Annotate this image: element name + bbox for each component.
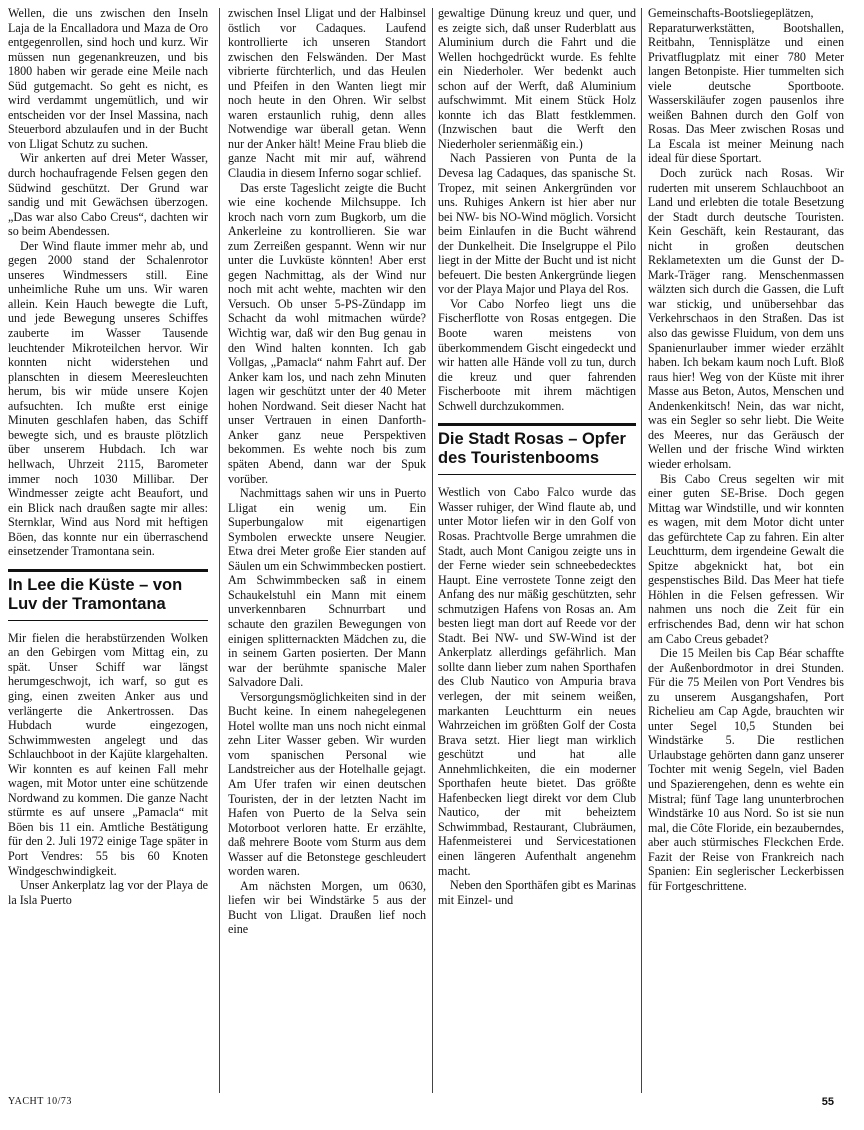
paragraph: Nach Passieren von Punta de la Devesa lag Cadaques, das spanische St. Tropez, mit seinen Ankergründen vor uns. Ruhiges Ankern ist hier aber nur bei NW- bis NO-Wind möglich. Vorsicht beim Einlaufen in die Bucht während der Dunkelheit. Die Inselgruppe el Pilo liegt in der Mitte der Bucht und ist nicht befeuert. Die besten Ankergründe liegen vor der Playa Major und Playa del Ros. — [438, 151, 636, 297]
paragraph: zwischen Insel Lligat und der Halbinsel östlich vor Cadaques. Laufend kontrollierte ich unseren Standort zwischen den Felswänden. Der Mast vibrierte fürchterlich, und das Heulen und Pfeifen in den Wanten liegt mir noch heute in den Ohren. Wir selbst waren erstaunlich ruhig, denn alles Notwendige war überall getan. Wenn nur der Anker hält! Meine Frau blieb die ganze Nacht mit mir auf, während Claudia in diesem Inferno sogar schlief. — [228, 6, 426, 181]
page-number: 55 — [821, 1096, 834, 1108]
paragraph: Das erste Tageslicht zeigte die Bucht wie eine kochende Milchsuppe. Ich kroch nach vorn zum Bugkorb, um die Ankerleine zu kontrollieren. Sie war zum Zerreißen gespannt. Wenn wir nur unter die Luvküste könnten! Aber erst gegen Nachmittag, als der Wind nur noch mit acht wehte, machten wir den Versuch. Ob unser 5-PS-Zündapp im Schacht da wohl mitmachen würde? Wichtig war, daß wir den Bug genau in den Wind halten konnten. Ich gab Vollgas, „Pamacla“ nahm Fahrt auf. Der Anker kam los, und nach zehn Minuten lagen wir geschützt unter der 40 Meter hohen Nordwand. Seit dieser Nacht hat unser Vertrauen in einen Danforth-Anker ganz neue Perspektiven bekommen. Es wehte noch bis zum späten Abend, dann war der Spuk vorüber. — [228, 180, 426, 486]
paragraph: Wellen, die uns zwischen den Inseln Laja de la Encalladora und Maza de Oro entgegenrollen, sind hoch und kurz. Wir müssen nun gegenankreuzen, und bis 1800 haben wir gerade eine Meile nach Süd gutgemacht. So geht es nicht, es wird verdammt ungemütlich, und wir entscheiden vor der Insel Massina, nach Steuerbord abzulaufen und in der Bucht von Lligat Schutz zu suchen. — [8, 6, 208, 151]
paragraph: Der Wind flaute immer mehr ab, und gegen 2000 stand der Schalenrotor unseres Windmessers still. Eine unheimliche Ruhe um uns. Wir waren allein. Kein Hauch bewegte die Luft, und jede Bewegung unseres Schiffes zauberte im Wasser Tausende leuchtender Mikroteilchen hervor. Wir konnten nicht widerstehen und planschten in diesem Meeresleuchten herum, bis wir müde unsere Kojen aufsuchten. Ich mußte erst einige Minuten geschlafen haben, das Schiff bewegte sich, und es brauste plötzlich über unserem Hubdach. Ich war hellwach, Uhrzeit 2115, Barometer immer noch 1030 Millibar. Der Windmesser zeigte acht Beaufort, und ein Blick nach draußen sagte mir alles: Sternklar, Wind aus Nord mit heftigen Böen, das konnte nur ein überraschend einsetzender Tramontana sein. — [8, 238, 208, 559]
paragraph: Am nächsten Morgen, um 0630, liefen wir bei Windstärke 5 aus der Bucht von Lligat. Draußen lief noch eine — [228, 878, 426, 937]
paragraph: Vor Cabo Norfeo liegt uns die Fischerflotte von Rosas entgegen. Die Boote waren meistens von überkommendem Gischt eingedeckt und wir hatten alle Hände voll zu tun, durch die kreuz und quer fahrenden Fischerboote mit ihrem mächtigen Schwell durchzukommen. — [438, 296, 636, 413]
magazine-issue: YACHT 10/73 — [8, 1096, 72, 1107]
column-divider — [641, 8, 642, 1093]
paragraph: Neben den Sporthäfen gibt es Marinas mit Einzel- und — [438, 878, 636, 907]
section-heading-box — [8, 569, 208, 621]
paragraph: Mir fielen die herabstürzenden Wolken an den Gebirgen vom Mittag ein, zu spät. Unser Schiff war längst herumgeschwojt, ich warf, so gut es ging, einen zweiten Anker aus und verlängerte die Ankertrossen. Das Hubdach wurde eingezogen, Schwimmwesten angelegt und das Schlauchboot in der Kajüte klargehalten. Wir konnten es auf keinen Fall mehr wagen, mit Motor unter eine schützende Nordwand zu kommen. Die ganze Nacht stürmte es auf unsere „Pamacla“ mit Böen bis 11 ein. Amtliche Bestätigung für den 2. Juli 1972 einige Tage später in Port Vendres: 55 bis 60 Knoten Windgeschwindigkeit. — [8, 630, 208, 878]
section-heading-box — [438, 423, 636, 475]
paragraph: Gemeinschafts-Bootsliegeplätzen, Reparaturwerkstätten, Bootshallen, Reitbahn, Tennisplätze und einen Privatflugplatz mit einer 780 Meter langen Betonpiste. Hier tummelten sich viele deutsche Sportboote. Wasserskiläufer zogen pausenlos ihre weißen Bahnen durch den Golf von Rosas. Das Meer zwischen Rosas und La Escala ist meiner Meinung nach ideal für diese Sportart. — [648, 6, 844, 166]
column-divider — [432, 8, 433, 1093]
section-heading: Die Stadt Rosas – Opfer des Touristenbooms — [438, 430, 626, 468]
paragraph: gewaltige Dünung kreuz und quer, und es zeigte sich, daß unser Ruderblatt aus Aluminium durch die Fahrt und die Wellen hochgedrückt wurde. Es fehlte ein Niederholer. Wer bedenkt auch schon auf der Werft, daß Aluminium aufschwimmt. Mit einem Stück Holz konnte ich das Blatt festklemmen. (Inzwischen baut die Werft den Niederholer serienmäßig ein.) — [438, 6, 636, 151]
column-2 — [228, 6, 426, 937]
paragraph: Die 15 Meilen bis Cap Béar schaffte der Außenbordmotor in drei Stunden. Für die 75 Meilen von Port Vendres bis zu unserem Ausgangshafen, Port Richelieu am Cap Agde, brauchten wir unter Segel 10,5 Stunden bei Windstärke 5. Die restlichen Urlaubstage gehörten dann ganz unserer Tochter mit wenig Segeln, viel Baden und Spazierengehen, denn es wehte ein Mistral; fünf Tage lang ununterbrochen Windstärke 10 aus Nord. So ist sie nun mal, die Côte Floride, ein bezauberndes, aber auch stürmisches Fleckchen Erde. Fazit der Reise von Frankreich nach Spanien: Ein seglerischer Leckerbissen für Fortgeschrittene. — [648, 646, 844, 893]
column-divider — [219, 8, 220, 1093]
section-heading: In Lee die Küste – von Luv der Tramontana — [8, 575, 183, 613]
paragraph: Unser Ankerplatz lag vor der Playa de la Isla Puerto — [8, 878, 208, 907]
paragraph: Wir ankerten auf drei Meter Wasser, durch hochaufragende Felsen gegen den Südwind geschützt. Der Grund war sandig und mit Gewächsen überzogen. „Das war also Cabo Creus“, dachten wir so beim Abendessen. — [8, 151, 208, 239]
paragraph: Doch zurück nach Rosas. Wir ruderten mit unserem Schlauchboot an Land und erlebten die totale Besetzung der Stadt durch deutsche Touristen. Kein Geschäft, kein Restaurant, das nicht in großen deutschen Reklametexten um die Gunst der D-Mark-Träger rang. Menschenmassen wälzten sich durch die Gassen, die Luft war stickig, und unübersehbar das Verkehrschaos in den Straßen. Das ist also das gewisse Fluidum, von dem uns Spanienurlauber immer wieder erzählt haben. Ich bekam kaum noch Luft. Bloß raus hier! Weg von der Küste mit ihrer Masse aus Beton, Autos, Menschen und Andenkenkitsch! Nein, das war nicht, was ein Segler so sehr liebt. Die Weite des Meeres, nur das Geräusch der Wellen und der frische Wind wirkten wieder erholsam. — [648, 166, 844, 471]
column-3 — [438, 6, 636, 907]
column-4 — [648, 6, 844, 893]
paragraph: Westlich von Cabo Falco wurde das Wasser ruhiger, der Wind flaute ab, und unter Motor liefen wir in den Golf von Rosas. Prachtvolle Berge umrahmen die Stadt, auch Mont Canigou zeigte uns in der Ferne wieder sein schneebedecktes Haupt. Eine verrostete Tonne zeigt den Anfang des nur mäßig geschützten, sehr schmutzigen Hafens von Rosas an. Am besten liegt man dort auf Reede vor der Stadt. Bei NW- und SW-Wind ist der Ankerplatz allerdings gefährlich. Man sollte dann lieber zum nahen Sporthafen des Club Nautico von Ampuria brava verlegen, der mit seinem weißen, markanten Leuchtturm ein neues Wahrzeichen im größten Golf der Costa Brava setzt. Hier liegt man wirklich geschützt und hat alle Annehmlichkeiten, die ein moderner Sporthafen heute bietet. Das größte Hafenbecken liegt direkt vor dem Club Nautico, der mit beheiztem Schwimmbad, Restaurant, Clubräumen, Hafenmeisterei und Servicestationen einen längeren Aufenthalt angenehm macht. — [438, 485, 636, 878]
paragraph: Bis Cabo Creus segelten wir mit einer guten SE-Brise. Doch gegen Mittag war Windstille, und wir konnten es wagen, mit dem Motor dicht unter das gefürchtete Cap zu fahren. Ein alter Leuchtturm, dem irgendeine Gewalt die Spitze abgeknickt hat, bot ein gespenstisches Bild. Das Meer hat tiefe Höhlen in die Felsen gefressen. Wir nahmen uns noch die Zeit für ein erfrischendes Bad, denn wir hat schon am Cabo Creus gebadet? — [648, 471, 844, 646]
paragraph: Nachmittags sahen wir uns in Puerto Lligat ein wenig um. Ein Superbungalow mit eigenartigen Symbolen erweckte unsere Neugier. Etwa drei Meter große Eier standen auf Säulen um ein Schwimmbecken postiert. Am Schwimmbecken saß in einem Schaukelstuhl ein Mann mit einem unverkennbaren Schnurrbart und schaute den grazilen Bewegungen von einigen splitternackten Mädchen zu, die in seinem Garten posierten. Der Mann war der berühmte spanische Maler Salvadore Dali. — [228, 486, 426, 690]
column-1 — [8, 6, 208, 907]
paragraph: Versorgungsmöglichkeiten sind in der Bucht keine. In einem nahegelegenen Hotel wollte man uns noch nicht einmal zehn Liter Wasser geben. Wir wurden vom spanischen Personal wie Landstreicher aus der Hotelhalle gejagt. Am Ufer trafen wir einen deutschen Touristen, der in der letzten Nacht im Hafen von Puerto de la Selva sein Motorboot verloren hatte. Er erzählte, daß mehrere Boote vom Sturm aus dem Wasser auf die Betonstege geschleudert worden waren. — [228, 689, 426, 879]
